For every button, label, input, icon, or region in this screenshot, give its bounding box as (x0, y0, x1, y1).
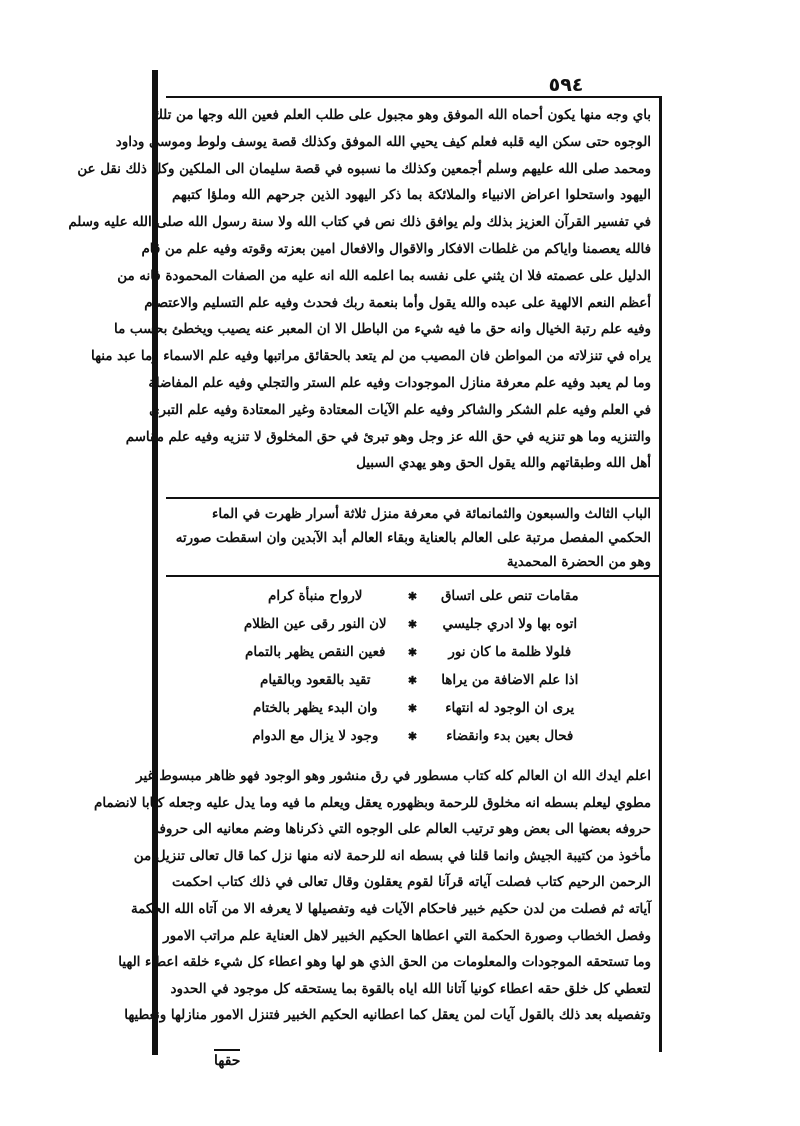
poem-verse (226, 666, 599, 694)
text-line: باي وجه منها يكون أحماه الله الموفق وهو مجبول على طلب العلم فعين الله وجها من تلك (151, 107, 651, 123)
text-frame (68, 96, 662, 1052)
poem-verse (226, 638, 599, 666)
verse-second-hemistich: تقيد بالقعود وبالقيام (260, 672, 371, 688)
text-line: وفصل الخطاب وصورة الحكمة التي اعطاها الحكيم الخبير لاهل العناية علم مراتب الامور (163, 927, 651, 944)
chapter-divider-bottom (166, 575, 659, 577)
verse-second-hemistich: لان النور رقى عين الظلام (243, 616, 387, 632)
text-line: الوجوه حتى سكن اليه قلبه فعلم كيف يحيي الله الموفق وكذلك قصة يوسف ولوط وموسى وداود (115, 133, 651, 150)
page-number: ٥٩٤ (548, 74, 584, 96)
verse-separator-icon: ✱ (407, 701, 418, 715)
text-line: الرحمن الرحيم كتاب فصلت آياته قرآنا لقوم يعقلون وقال تعالى في ذلك كتاب احكمت (172, 874, 651, 891)
poem (226, 582, 599, 750)
verse-separator-icon: ✱ (407, 617, 418, 631)
verse-first-hemistich: اتوه بها ولا ادري جليسي (442, 616, 578, 632)
text-line: الدليل على عصمته فلا ان يثني على نفسه بما اعلمه الله انه عليه من الصفات المحمودة فانه من (117, 267, 651, 284)
text-line: أهل الله وطبقاتهم والله يقول الحق وهو يهدي السبيل (356, 455, 651, 472)
text-line: أعظم النعم الالهية على عبده والله يقول وأما بنعمة ربك فحدث وفيه علم التسليم والاعتصام (144, 294, 651, 311)
verse-second-hemistich: وان البدء يظهر بالختام (253, 700, 378, 716)
text-line: والتنزيه وما هو تنزيه في حق الله عز وجل وهو تبرئ في حق المخلوق لا تنزيه وفيه علم مقاسم (125, 428, 651, 445)
text-line: وفيه علم رتبة الخيال وانه حق ما فيه شيء من الباطل الا ان المعبر عنه يصيب ويخطئ بحسب ما (114, 321, 651, 338)
text-line: مأخوذ من كتيبة الجيش وانما قلنا في بسطه انه للرحمة لانه منها نزل كما قال تعالى تنزيل من (133, 847, 651, 864)
poem-verse (226, 582, 599, 610)
text-line: وتفصيله بعد ذلك بالقول آيات لمن يعقل كما اعطانيه الحكيم الخبير فتنزل الامور منازلها ونعطيها (124, 1007, 651, 1024)
text-line: وما لم يعبد وفيه علم معرفة منازل الموجودات وفيه علم الستر والتجلي وفيه علم المفاضلة (148, 374, 651, 391)
text-line: اعلم ايدك الله ان العالم كله كتاب مسطور في رق منشور وهو الوجود فهو ظاهر مبسوط غير (136, 768, 651, 784)
poem-verse (226, 722, 599, 750)
main-paragraph (94, 763, 651, 1029)
text-line: لتعطي كل خلق حقه اعطاء كونيا آتانا الله اياه بالقوة بما يستحقه كل موجود في الحدود (170, 980, 651, 997)
poem-verse (226, 694, 599, 722)
verse-second-hemistich: وجود لا يزال مع الدوام (252, 728, 379, 744)
text-line: حروفه بعضها الى بعض وهو ترتيب العالم على الوجوه التي ذكرناها وضم معانيه الى حروفه (152, 821, 651, 838)
opening-paragraph (68, 102, 651, 477)
catchword: حقها (214, 1049, 240, 1069)
verse-separator-icon: ✱ (407, 729, 418, 743)
verse-first-hemistich: اذا علم الاضافة من يراها (441, 672, 579, 688)
verse-first-hemistich: يرى ان الوجود له انتهاء (445, 700, 575, 716)
text-line: وما تستحقه الموجودات والمعلومات من الحق الذي هو لها وهو اعطاء كل شيء خلقه اعطاء الهيا (118, 954, 651, 971)
text-line: آياته ثم فصلت من لدن حكيم خبير فاحكام الآيات فيه وتفصيلها لا يعرفه الا من آتاه الله الحكمة (130, 900, 651, 917)
text-line: في تفسير القرآن العزيز بذلك ولم يوافق ذلك نص في كتاب الله ولا سنة رسول الله صلى الله عليه وسلم (68, 214, 651, 231)
text-line: فالله يعصمنا واياكم من غلطات الافكار والاقوال والافعال امين بعزته وقوته وفيه علم من قام (141, 240, 651, 257)
text-line: ومحمد صلى الله عليهم وسلم أجمعين وكذلك ما نسبوه في قصة سليمان الى الملكين وكل ذلك نقل عن (77, 160, 651, 177)
text-line: اليهود واستحلوا اعراض الانبياء والملائكة بما ذكر اليهود الذين جرحهم الله وملؤا كتبهم (172, 187, 651, 204)
text-line: يراه في تنزلاته من المواطن فان المصيب من لم يتعد بالحقائق مراتبها وفيه علم الاسماء وما عبد منها (91, 348, 651, 365)
verse-first-hemistich: فحال بعين بدء وانقضاء (446, 728, 574, 744)
verse-second-hemistich: فعين النقص يظهر بالتمام (245, 644, 386, 660)
verse-separator-icon: ✱ (407, 645, 418, 659)
verse-first-hemistich: مقامات تنص على اتساق (441, 588, 579, 604)
poem-verse (226, 610, 599, 638)
chapter-title: الباب الثالث والسبعون والثمانمائة في معرفة منزل ثلاثة أسرار ظهرت في الماء الحكمي المفصل مرتبة على العالم بالعناية وبقاء العالم أبد الآبدين وان اسقطت صورته وهو من الحضرة المحمدية (175, 506, 651, 570)
verse-separator-icon: ✱ (407, 589, 418, 603)
text-line: في العلم وفيه علم الشكر والشاكر وفيه علم الآيات المعتادة وغير المعتادة وفيه علم التبري (149, 401, 651, 418)
verse-separator-icon: ✱ (407, 673, 418, 687)
text-line: مطوي ليعلم بسطه انه مخلوق للرحمة وبظهوره يعقل ويعلم ما فيه وما يدل عليه وجعله كتابا لانضمام (94, 794, 651, 811)
verse-second-hemistich: لارواح منبأة كرام (268, 588, 363, 604)
chapter-divider-top (166, 497, 659, 499)
verse-first-hemistich: فلولا ظلمة ما كان نور (448, 644, 572, 660)
